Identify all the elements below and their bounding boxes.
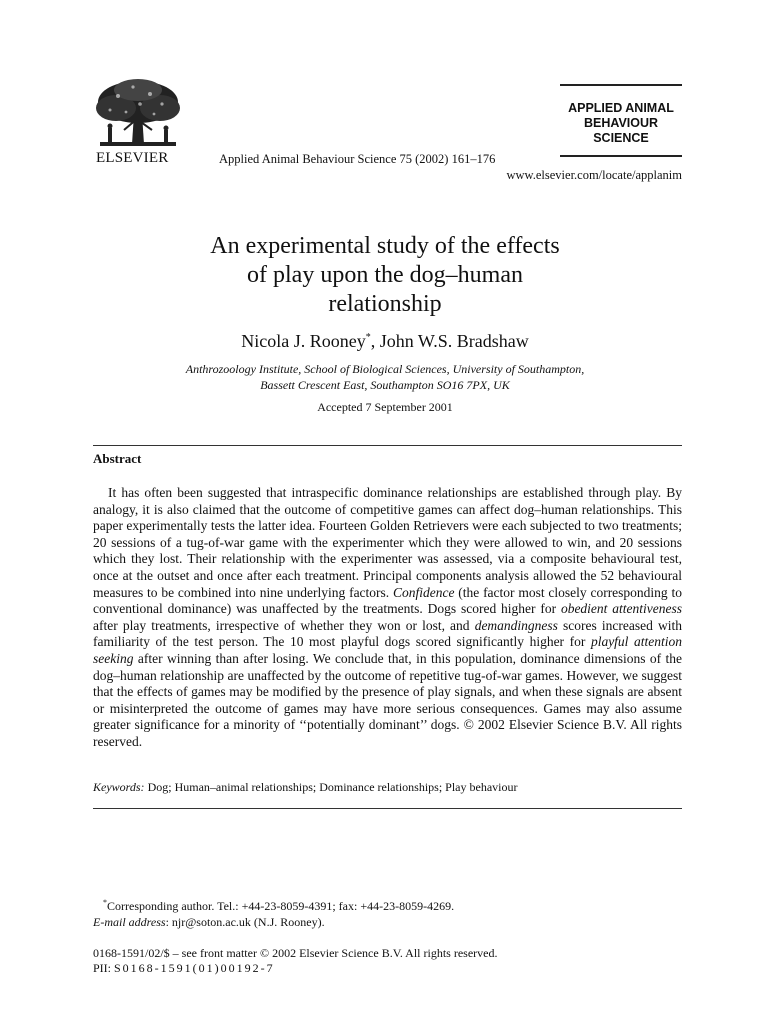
abstract-emphasis: Confidence xyxy=(392,584,455,600)
journal-name xyxy=(560,86,682,155)
title-line: An experimental study of the effects xyxy=(210,233,560,259)
section-divider xyxy=(93,445,682,446)
affiliation-line: Anthrozoology Institute, School of Biological Sciences, University of Southampton, xyxy=(185,362,585,376)
abstract-emphasis: demandingness xyxy=(474,617,558,633)
journal-name-line: SCIENCE xyxy=(593,131,649,145)
article-title xyxy=(100,232,670,319)
keywords-list: Dog; Human–animal relationships; Dominance relationships; Play behaviour xyxy=(147,780,518,794)
corresponding-author-footnote xyxy=(93,895,454,930)
title-line: relationship xyxy=(328,291,442,317)
footnote-contact-line xyxy=(93,895,454,914)
issn-line: 0168-1591/02/$ – see front matter © 2002 Elsevier Science B.V. All rights reserved. xyxy=(93,946,498,960)
abstract-heading: Abstract xyxy=(93,451,142,466)
footnote-mark: * xyxy=(103,898,107,907)
keywords-label: Keywords: xyxy=(93,780,145,794)
journal-name-line: BEHAVIOUR xyxy=(583,116,659,130)
footnote-email-line xyxy=(93,914,454,930)
author-name: Nicola J. Rooney xyxy=(241,331,366,351)
pii-line xyxy=(93,961,497,976)
author-list xyxy=(100,331,670,352)
author-affiliation xyxy=(100,361,670,393)
abstract-segment: scores increased with familiarity of the test person. The 10 most playful dogs scored significantly higher for xyxy=(93,617,682,650)
title-line: of play upon the dog–human xyxy=(247,262,523,288)
email-label: E-mail address xyxy=(93,915,166,929)
section-divider xyxy=(93,808,682,809)
footnote-contact: Corresponding author. Tel.: +44-23-8059-4391; fax: +44-23-8059-4269. xyxy=(107,899,455,913)
abstract-segment: It has often been suggested that intraspecific dominance relationships are established through play. By analogy, it is also claimed that the outcome of competitive games can affect dog–human relationships. This paper experimentally tests the latter idea. Fourteen Golden Retrievers were each subjected to two treatments; 20 sessions of a tug-of-war game with the experimenter which they were allowed to win, and 20 sessions which they lost. Their relationship with the experimenter was assessed, via a composite behavioural test, once at the outset and once after each treatment. Principal components analysis allowed the 52 behavioural measures to be combined into nine underlying factors. xyxy=(93,485,682,600)
abstract-emphasis: playful attention seeking xyxy=(93,634,682,666)
abstract-emphasis: obedient attentiveness xyxy=(560,601,682,617)
author-name: John W.S. Bradshaw xyxy=(379,331,529,351)
publisher-name: ELSEVIER xyxy=(96,150,169,166)
email-address-link[interactable]: : njr@soton.ac.uk (N.J. Rooney). xyxy=(165,915,325,929)
keywords xyxy=(93,780,518,795)
front-matter xyxy=(93,946,497,976)
corresponding-author-mark[interactable]: * xyxy=(365,332,371,343)
journal-citation: Applied Animal Behaviour Science 75 (2002) 161–176 xyxy=(219,152,496,166)
journal-masthead xyxy=(560,84,682,157)
abstract-segment: after winning than after losing. We conclude that, in this population, dominance dimensions of the dog–human relationship are unaffected by the outcome of repetitive tug-of-war games. However, we suggest that the effects of games may be modified by the presence of play signals, and when these signals are absent or misinterpreted the outcome of games may have more serious consequences. Games may also assume greater significance for a minority of ‘‘potentially dominant’’ dogs. © 2002 Elsevier Science B.V. All rights reserved. xyxy=(93,650,682,749)
journal-name-line: APPLIED ANIMAL xyxy=(568,101,674,115)
accepted-date: Accepted 7 September 2001 xyxy=(317,400,453,414)
affiliation-line: Bassett Crescent East, Southampton SO16 7PX, UK xyxy=(260,378,510,392)
abstract-segment: after play treatments, irrespective of whether they won or lost, and xyxy=(93,617,475,633)
abstract-text xyxy=(93,485,682,751)
abstract-segment: (the factor most closely corresponding to conventional dominance) was unaffected by the treatments. Dogs scored higher for xyxy=(93,584,682,617)
pii-code: S0168-1591(01)00192-7 xyxy=(114,961,275,975)
author-separator: , xyxy=(370,331,380,351)
journal-url-link[interactable]: www.elsevier.com/locate/applanim xyxy=(506,168,682,182)
masthead-bottom-rule xyxy=(560,155,682,157)
pii-label: PII: xyxy=(93,961,114,975)
